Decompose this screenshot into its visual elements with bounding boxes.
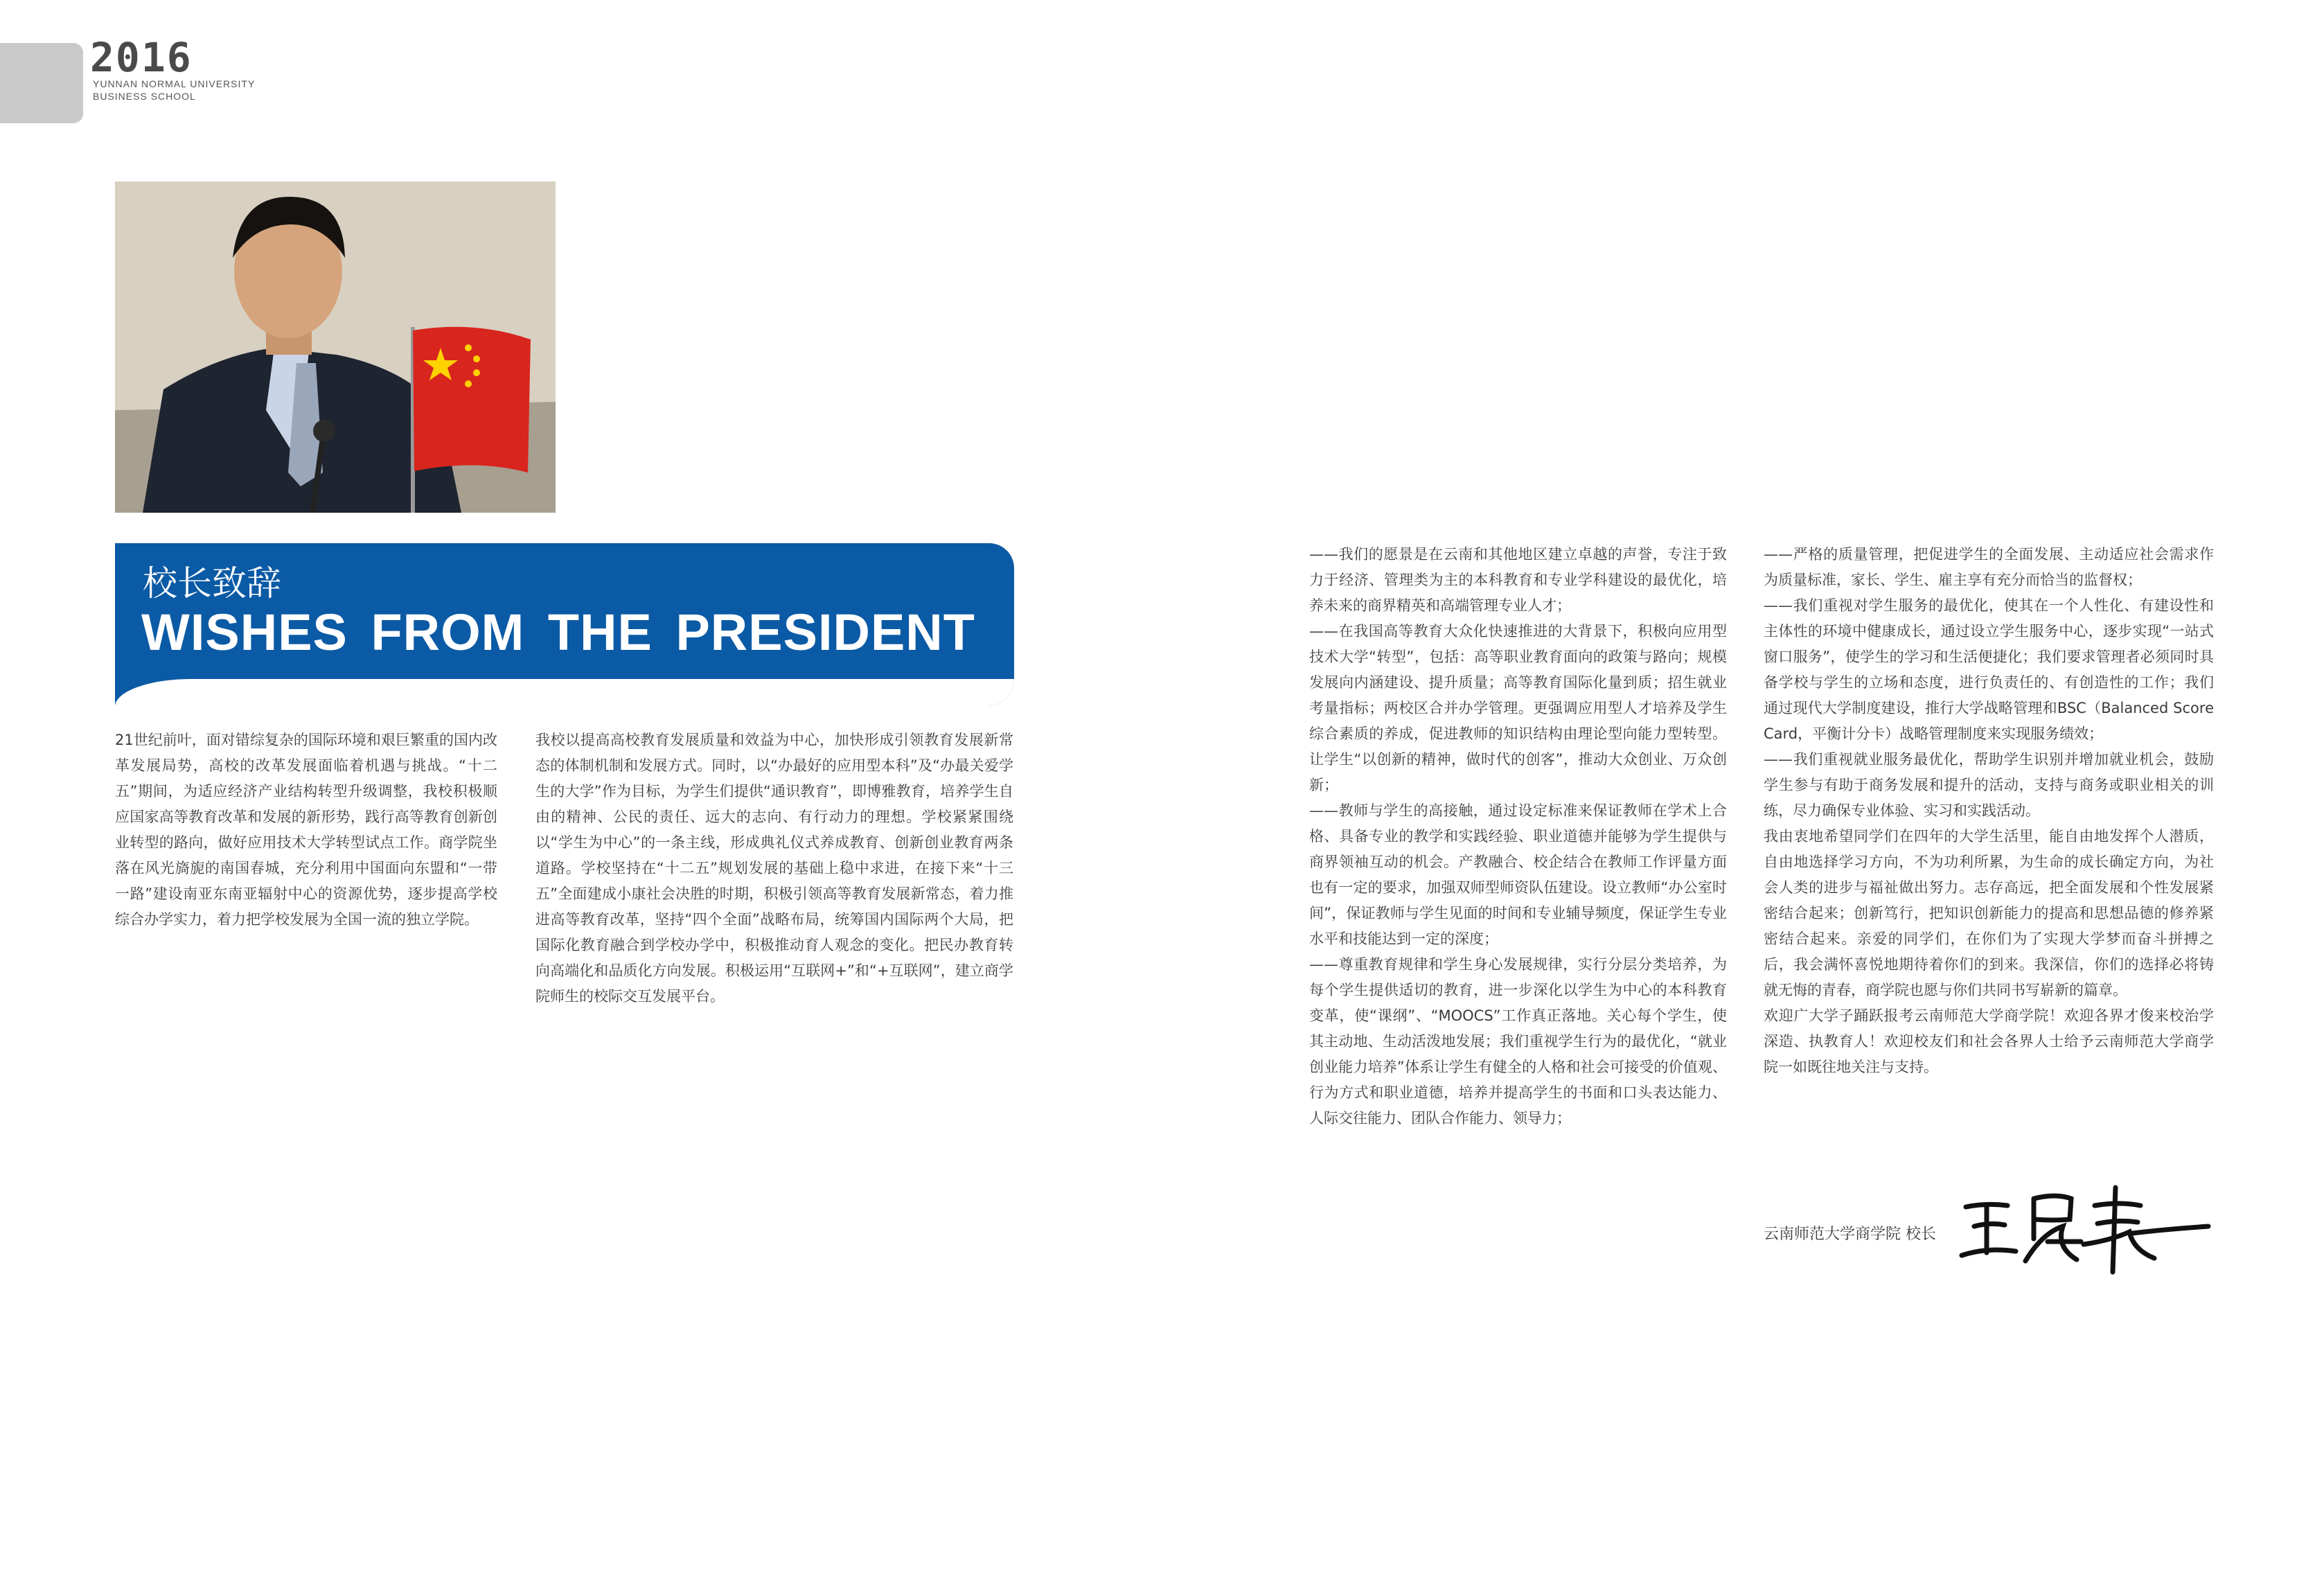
title-chinese: 校长致辞 xyxy=(143,563,281,603)
paragraph: 欢迎广大学子踊跃报考云南师范大学商学院！欢迎各界才俊来校治学深造、执教育人！欢迎校友们和社会各界人士给予云南师范大学商学院一如既往地关注与支持。 xyxy=(1764,1007,2214,1075)
paragraph: 21世纪前叶，面对错综复杂的国际环境和艰巨繁重的国内改革发展局势，高校的改革发展面临着机遇与挑战。“十二五”期间，为适应经济产业结构转型升级调整，我校积极顺应国家高等教育改革和发展的新形势，践行高等教育创新创业转型的路向，做好应用技术大学转型试点工作。商学院坐落在风光旖旎的南国春城，充分利用中国面向东盟和“一带一路”建设南亚东南亚辐射中心的资源优势，逐步提高学校综合办学实力，着力把学校发展为全国一流的独立学院。 xyxy=(115,732,497,928)
paragraph: ——教师与学生的高接触，通过设定标准来保证教师在学术上合格、具备专业的教学和实践经验、职业道德并能够为学生提供与商界领袖互动的机会。产教融合、校企结合在教师工作评量方面也有一定的要求，加强双师型师资队伍建设。设立教师“办公室时间”，保证教师与学生见面的时间和专业辅导频度，保证学生专业水平和技能达到一定的深度； xyxy=(1309,802,1727,947)
signature-title: 云南师范大学商学院 校长 xyxy=(1764,1226,1936,1243)
paragraph: ——在我国高等教育大众化快速推进的大背景下，积极向应用型技术大学“转型”，包括：高等职业教育面向的政策与路向；规模发展向内涵建设、提升质量；高等教育国际化量到质；招生就业考量指标；两校区合并办学管理。更强调应用型人才培养及学生综合素质的养成，促进教师的知识结构由理论型向能力型转型。让学生“以创新的精神，做时代的创客”，推动大众创业、万众创新； xyxy=(1309,623,1727,793)
logo-year: 2016 xyxy=(90,34,193,81)
handwritten-signature xyxy=(1959,1178,2211,1275)
text-column-4 xyxy=(1764,542,2214,1080)
paragraph: ——我们重视对学生服务的最优化，使其在一个人性化、有建设性和主体性的环境中健康成长，通过设立学生服务中心，逐步实现“一站式窗口服务”，使学生的学习和生活便捷化；我们要求管理者必须同时具备学校与学生的立场和态度，进行负责任的、有创造性的工作；我们通过现代大学制度建设，推行大学战略管理和BSC（Balanced Score Card，平衡计分卡）战略管理制度来实现服务绩效； xyxy=(1764,597,2214,742)
text-column-2 xyxy=(535,727,1013,1009)
paragraph: 我校以提高高校教育发展质量和效益为中心，加快形成引领教育发展新常态的体制机制和发展方式。同时，以“办最好的应用型本科”及“办最关爱学生的大学”作为目标，为学生们提供“通识教育”，即博雅教育，培养学生自由的精神、公民的责任、远大的志向、有行动力的理想。学校紧紧围绕以“学生为中心”的一条主线，形成典礼仪式养成教育、创新创业教育两条道路。学校坚持在“十二五”规划发展的基础上稳中求进，在接下来“十三五”全面建成小康社会决胜的时期，积极引领高等教育发展新常态，着力推进高等教育改革，坚持“四个全面”战略布局，统筹国内国际两个大局，把国际化教育融合到学校办学中，积极推动育人观念的变化。把民办教育转向高端化和品质化方向发展。积极运用“互联网+”和“+互联网”，建立商学院师生的校际交互发展平台。 xyxy=(535,732,1013,1005)
banner-curve xyxy=(115,679,1014,705)
school-line-2: BUSINESS SCHOOL xyxy=(93,91,196,102)
paragraph: ——我们重视就业服务最优化，帮助学生识别并增加就业机会，鼓励学生参与有助于商务发展和提升的活动，支持与商务或职业相关的训练，尽力确保专业体验、实习和实践活动。 xyxy=(1764,751,2214,819)
paragraph: ——严格的质量管理，把促进学生的全面发展、主动适应社会需求作为质量标准，家长、学生、雇主享有充分而恰当的监督权； xyxy=(1764,546,2214,588)
paragraph: ——我们的愿景是在云南和其他地区建立卓越的声誉，专注于致力于经济、管理类为主的本科教育和专业学科建设的最优化，培养未来的商界精英和高端管理专业人才； xyxy=(1309,546,1727,614)
school-line-1: YUNNAN NORMAL UNIVERSITY xyxy=(93,78,256,89)
text-column-1 xyxy=(115,727,497,933)
president-photo-illustration xyxy=(115,182,556,513)
paragraph: ——尊重教育规律和学生身心发展规律，实行分层分类培养，为每个学生提供适切的教育，进一步深化以学生为中心的本科教育变革，使“课纲”、“MOOCS”工作真正落地。关心每个学生，使其主动地、生动活泼地发展；我们重视学生行为的最优化，“就业创业能力培养”体系让学生有健全的人格和社会可接受的价值观、行为方式和职业道德，培养并提高学生的书面和口头表达能力、人际交往能力、团队合作能力、领导力； xyxy=(1309,956,1727,1127)
title-english: WISHES FROM THE PRESIDENT xyxy=(141,603,975,661)
text-column-3 xyxy=(1309,542,1727,1131)
logo-school-name xyxy=(93,78,255,103)
corner-tab xyxy=(0,43,83,123)
president-photo xyxy=(115,182,556,513)
title-banner xyxy=(115,543,1014,705)
paragraph: 我由衷地希望同学们在四年的大学生活里，能自由地发挥个人潜质，自由地选择学习方向，不为功利所累，为生命的成长确定方向，为社会人类的进步与福祉做出努力。志存高远，把全面发展和个性发展紧密结合起来；创新笃行，把知识创新能力的提高和思想品德的修养紧密结合起来。亲爱的同学们，在你们为了实现大学梦而奋斗拼搏之后，我会满怀喜悦地期待着你们的到来。我深信，你们的选择必将铸就无悔的青春，商学院也愿与你们共同书写崭新的篇章。 xyxy=(1764,828,2214,998)
